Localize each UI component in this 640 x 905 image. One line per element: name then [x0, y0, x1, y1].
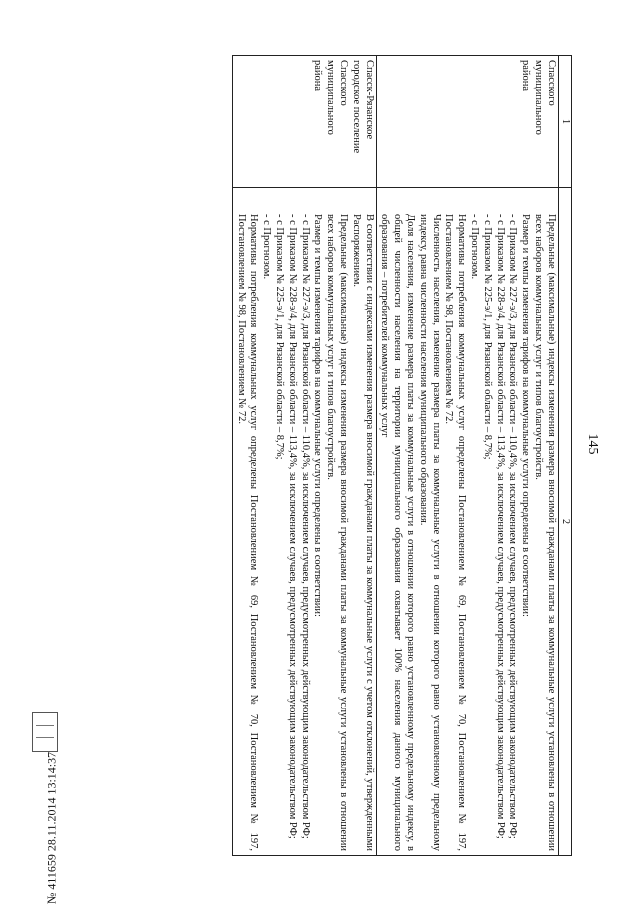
- paragraph: - с Прогнозом.: [261, 214, 273, 280]
- table-header-row: [558, 56, 571, 856]
- municipality-line: района: [312, 60, 324, 92]
- column-header-2: 2: [558, 188, 571, 856]
- table-row: [376, 56, 558, 856]
- registration-number: № 411659 28.11.2014 13:14:37: [44, 751, 59, 905]
- description-cell: [376, 188, 558, 856]
- paragraph: - с Прогнозом.: [469, 214, 481, 280]
- municipality-line: муниципального: [325, 60, 337, 135]
- municipality-line: Спасского: [545, 60, 557, 106]
- paragraph: Доля населения, изменение размера платы за коммунальные услуги в отношении которого равно установленному предельному индексу, в общей численности населения на территории муниципального образования охватывает 100% населения данного муниципального образования – потребителей коммунальных услуг: [379, 214, 417, 851]
- paragraph: Численность населения, изменение размера платы за коммунальные услуги в отношении которого равно установленному предельному индексу, равна численности населения муниципального образования.: [417, 214, 442, 851]
- paragraph: В соответствии с индексами изменения размера вносимой гражданами платы за коммунальные услуги с учетом отклонений, утвержденными Распоряжением.: [350, 214, 375, 851]
- page-number: 145: [585, 433, 600, 455]
- paragraph: - с Приказом № 225-э/1, для Рязанской области – 8,7%;: [481, 214, 493, 460]
- municipality-line: района: [520, 60, 532, 92]
- paragraph: Предельные (максимальные) индексы изменения размера вносимой гражданами платы за коммунальные услуги установлены в отношении всех наборов коммунальных услуг и типов благоустройств.: [533, 214, 557, 851]
- paragraph: - с Приказом № 228-э/4, для Рязанской области – 113,4%, за исключением случаев, предусмотренных действующим законодательством РФ;: [286, 214, 298, 839]
- paragraph: Размер и темпы изменения тарифов на коммунальные услуги определены в соответствии:: [312, 214, 324, 617]
- table-row: [232, 56, 376, 856]
- municipality-line: муниципального: [533, 60, 545, 135]
- paragraph: Нормативы потребления коммунальных услуг определены Постановлением № 69, Постановлением № 70, Постановлением № 197, Постановлением № 98, Постановлением № 72.: [443, 214, 468, 851]
- registration-stamp: [14, 712, 62, 905]
- municipality-cell: [232, 56, 376, 188]
- municipality-cell: [376, 56, 558, 188]
- paragraph: Нормативы потребления коммунальных услуг определены Постановлением № 69, Постановлением № 70, Постановлением № 197, Постановлением № 98, Постановлением № 72.: [235, 214, 260, 851]
- tariff-table: [232, 55, 572, 856]
- paragraph: Размер и темпы изменения тарифов на коммунальные услуги определены в соответствии:: [520, 214, 532, 617]
- description-cell: [232, 188, 376, 856]
- paragraph: - с Приказом № 227-э/3, для Рязанской области – 110,4%, за исключением случаев, предусмотренных действующим законодательством РФ;: [299, 214, 311, 839]
- municipality-line: Спасского: [338, 60, 350, 106]
- paragraph: Предельные (максимальные) индексы изменения размера вносимой гражданами платы за коммунальные услуги установлены в отношении всех наборов коммунальных услуг и типов благоустройств.: [325, 214, 350, 851]
- paragraph: - с Приказом № 227-э/3, для Рязанской области – 110,4%, за исключением случаев, предусмотренных действующим законодательством РФ;: [507, 214, 519, 839]
- column-header-1: 1: [558, 56, 571, 188]
- rotated-document: [52, 55, 572, 855]
- municipality-line: городское поселение: [350, 60, 362, 154]
- paragraph: - с Приказом № 225-э/1, для Рязанской области – 8,7%;: [274, 214, 286, 460]
- stamp-logo: [32, 712, 58, 752]
- paragraph: - с Приказом № 228-э/4, для Рязанской области – 113,4%, за исключением случаев, предусмотренных действующим законодательством РФ;: [494, 214, 506, 839]
- municipality-line: Спасск-Рязанское: [363, 60, 375, 140]
